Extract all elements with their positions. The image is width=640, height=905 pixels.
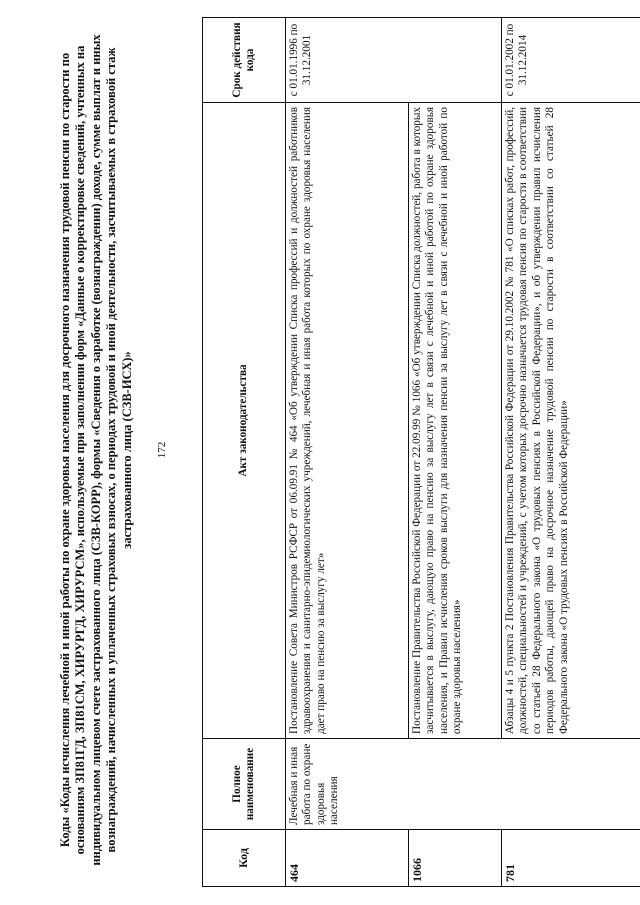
- header-code: Код: [203, 830, 286, 887]
- document-title: Коды «Коды исчисления лечебной и иной работы по охране здоровья населения для досрочного назначения трудовой пенсии по старости по основаниям ЗП81ГД, ЗП81СМ, ХИРУРГД, ХИРУРСМ», используемые при заполнении форм «Данные о корректировке сведений, учтенных на индивидуальном лицевом счете застрахованного лица (СЗВ-КОРР), формы «Сведения о заработке (вознаграждении) доходе, сумме выплат и иных вознаграждений, начисленных и уплаченных страховых взносах, о периодах трудовой и иной деятельности, засчитываемых в страховой стаж застрахованного лица (СЗВ-ИСХ)»: [58, 34, 134, 866]
- cell-code: 1066: [409, 830, 502, 887]
- cell-term: с 01.01.2002 по 31.12.2014: [502, 18, 640, 103]
- table-row: [286, 18, 409, 887]
- header-act: Акт законодательства: [203, 103, 286, 739]
- header-name: Полное наименование: [203, 739, 286, 830]
- codes-table: [202, 17, 640, 887]
- cell-act: Постановление Правительства Российской Федерации от 22.09.99 № 1066 «Об утверждении Списка должностей, работа в которых засчитывается в выслугу, дающую право на пенсию за выслугу лет в связи с лечебной и иной работой по охране здоровья населения, и Правил исчисления сроков выслуги для назначения пенсии за выслугу лет в связи с лечебной и иной работой по охране здоровья населения»: [409, 103, 502, 739]
- cell-name: Лечебная и иная работа по охране здоровья населения: [286, 739, 640, 830]
- page-number: 172: [156, 441, 168, 459]
- cell-act: Постановление Совета Министров РСФСР от 06.09.91 № 464 «Об утверждении Списка профессий и должностей работников здравоохранения и санитарно-эпидемиологических учреждений, лечебная и иная работа которых по охране здоровья населения дает право на пенсию за выслугу лет»: [286, 103, 409, 739]
- cell-act: Абзацы 4 и 5 пункта 2 Постановления Правительства Российской Федерации от 29.10.2002 № 781 «О списках работ, профессий, должностей, специальностей и учреждений, с учетом которых досрочно назначается трудовая пенсия по старости в соответствии со статьей 28 Федерального закона «О трудовых пенсиях в Российской Федерации», и об утверждении правил исчисления периодов работы, дающей право на досрочное назначение трудовой пенсии по старости в соответствии со статьей 28 Федерального закона «О трудовых пенсиях в Российской Федерации»: [502, 103, 640, 739]
- header-term: Срок действия кода: [203, 18, 286, 103]
- cell-term: с 01.01.1996 по 31.12.2001: [286, 18, 502, 103]
- cell-code: 464: [286, 830, 409, 887]
- table-header-row: [203, 18, 286, 887]
- cell-code: 781: [502, 830, 640, 887]
